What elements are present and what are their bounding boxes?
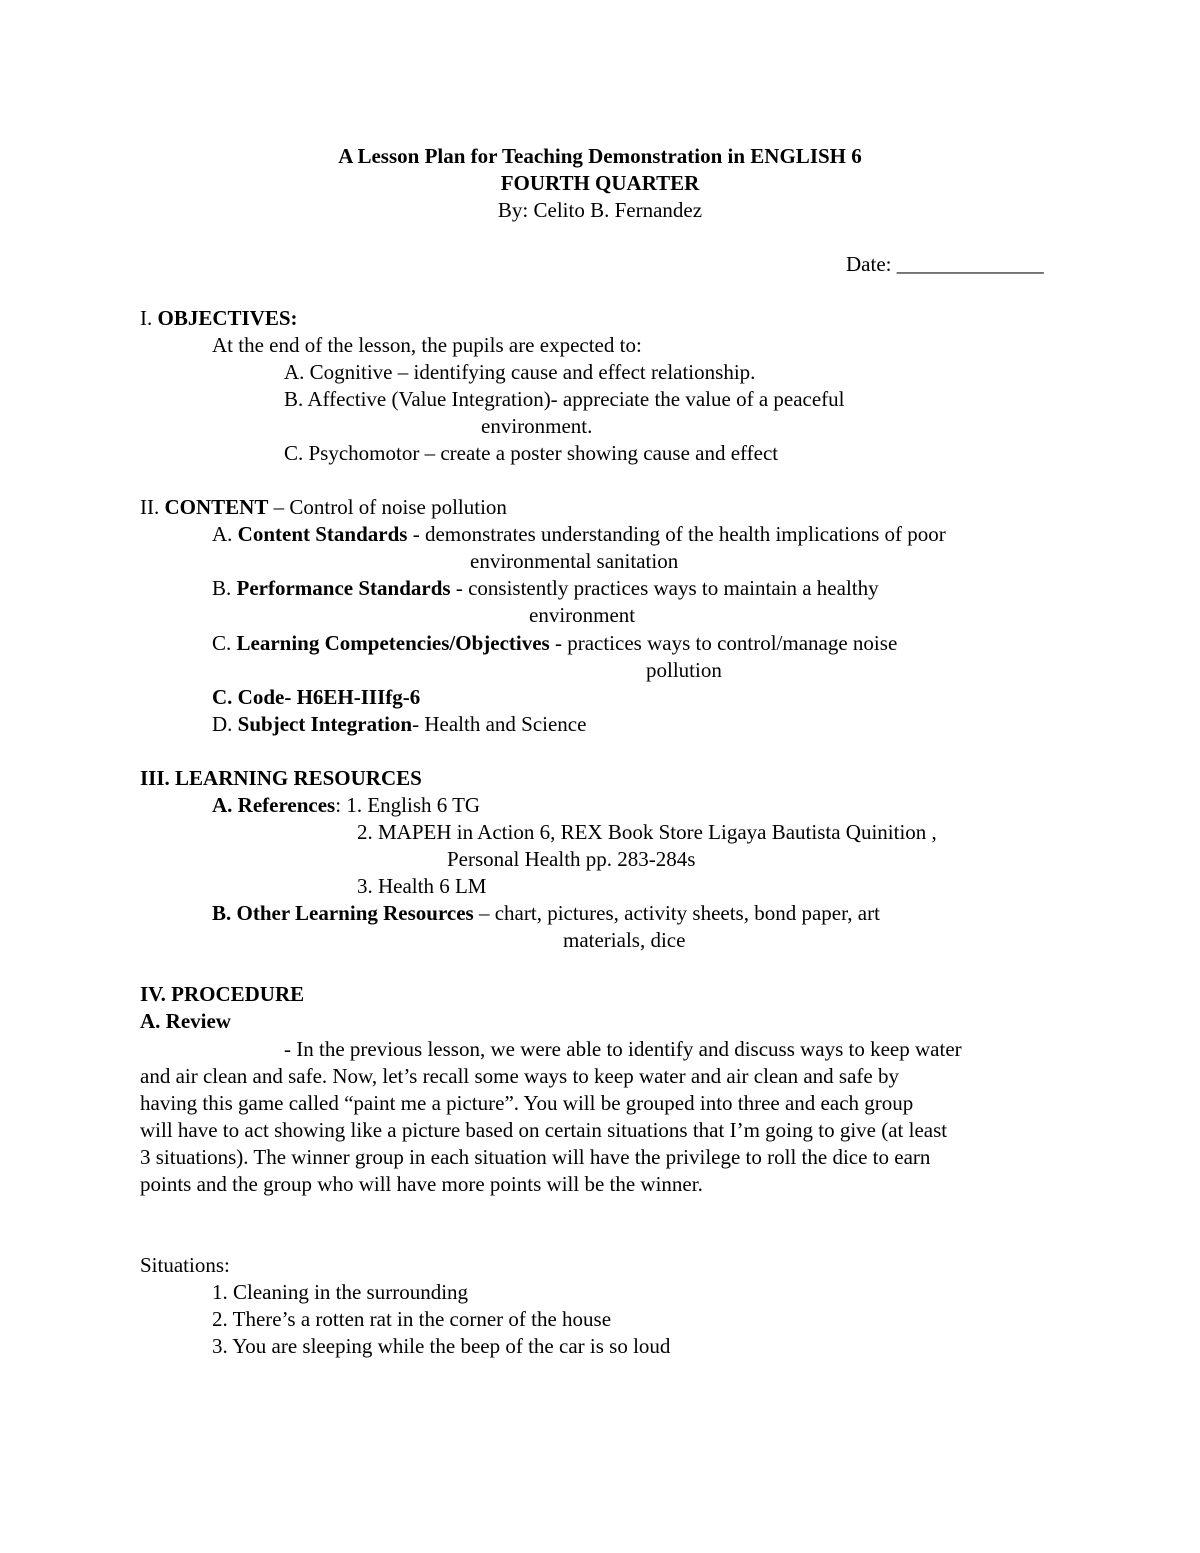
learning-competencies: C. Learning Competencies/Objectives - practices ways to control/manage noise [212, 631, 898, 655]
content-standards-cont: environmental sanitation [470, 549, 679, 573]
objective-affective: B. Affective (Value Integration)- appreciate the value of a peaceful [284, 387, 845, 411]
situation-item: 2. There’s a rotten rat in the corner of the house [212, 1307, 612, 1331]
review-paragraph-line: - In the previous lesson, we were able to identify and discuss ways to keep water [284, 1037, 962, 1061]
subject-integration: D. Subject Integration- Health and Science [212, 712, 587, 736]
document-title: A Lesson Plan for Teaching Demonstration in ENGLISH 6 [338, 144, 862, 168]
resources-heading: III. LEARNING RESOURCES [140, 766, 422, 790]
situations-heading: Situations: [140, 1253, 230, 1277]
author-line: By: Celito B. Fernandez [497, 198, 703, 222]
learning-competencies-cont: pollution [646, 658, 722, 682]
references-line: A. References: 1. English 6 TG [212, 793, 481, 817]
review-heading: A. Review [140, 1009, 231, 1033]
objective-cognitive: A. Cognitive – identifying cause and effect relationship. [284, 360, 756, 384]
situation-item: 3. You are sleeping while the beep of the car is so loud [212, 1334, 671, 1358]
objective-affective-cont: environment. [481, 414, 593, 438]
performance-standards: B. Performance Standards - consistently practices ways to maintain a healthy [212, 576, 879, 600]
review-paragraph-line: and air clean and safe. Now, let’s recall some ways to keep water and air clean and safe by [140, 1064, 899, 1088]
review-paragraph-line: will have to act showing like a picture based on certain situations that I’m going to give (at least [140, 1118, 948, 1142]
procedure-heading: IV. PROCEDURE [140, 982, 305, 1006]
other-resources: B. Other Learning Resources – chart, pictures, activity sheets, bond paper, art [212, 901, 880, 925]
reference-3: 3. Health 6 LM [357, 874, 487, 898]
content-standards: A. Content Standards - demonstrates understanding of the health implications of poor [212, 522, 946, 546]
objectives-heading: I. OBJECTIVES: [140, 306, 298, 330]
date-blank: ______________ [896, 252, 1044, 276]
date-label: Date: [846, 252, 892, 276]
performance-standards-cont: environment [529, 603, 636, 627]
quarter-label: FOURTH QUARTER [500, 171, 700, 195]
reference-2: 2. MAPEH in Action 6, REX Book Store Ligaya Bautista Quinition , [357, 820, 937, 844]
objectives-intro: At the end of the lesson, the pupils are expected to: [212, 333, 642, 357]
competency-code: C. Code- H6EH-IIIfg-6 [212, 685, 421, 709]
content-heading: II. CONTENT – Control of noise pollution [140, 495, 507, 519]
review-paragraph-line: 3 situations). The winner group in each situation will have the privilege to roll the dice to earn [140, 1145, 931, 1169]
date-line [846, 251, 1044, 278]
objective-psychomotor: C. Psychomotor – create a poster showing cause and effect [284, 441, 779, 465]
review-paragraph-line: having this game called “paint me a picture”. You will be grouped into three and each group [140, 1091, 914, 1115]
review-paragraph-line: points and the group who will have more points will be the winner. [140, 1172, 703, 1196]
situation-item: 1. Cleaning in the surrounding [212, 1280, 469, 1304]
other-resources-cont: materials, dice [563, 928, 686, 952]
reference-2-cont: Personal Health pp. 283-284s [447, 847, 696, 871]
